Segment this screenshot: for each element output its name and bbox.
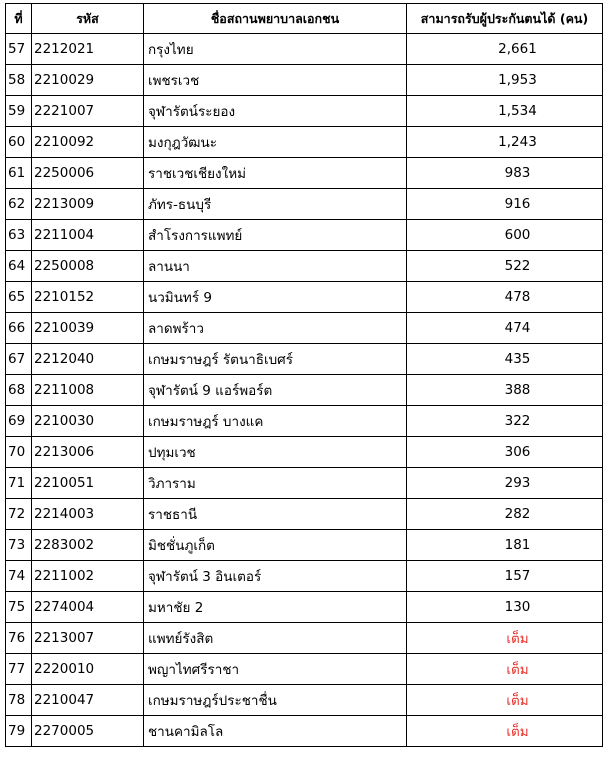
table-row <box>6 716 603 747</box>
row-hospital-name: จุฬารัตน์ 3 อินเตอร์ <box>144 561 407 592</box>
table-row <box>6 158 603 189</box>
row-capacity: เต็ม <box>407 654 603 685</box>
row-capacity: 293 <box>407 468 603 499</box>
row-hospital-name: ราชเวชเชียงใหม่ <box>144 158 407 189</box>
row-code: 2211002 <box>32 561 144 592</box>
table-row <box>6 251 603 282</box>
row-hospital-name: เกษมราษฎร์ประชาชื่น <box>144 685 407 716</box>
row-number: 79 <box>6 716 32 747</box>
row-hospital-name: นวมินทร์ 9 <box>144 282 407 313</box>
row-number: 77 <box>6 654 32 685</box>
row-number: 57 <box>6 34 32 65</box>
table-row <box>6 499 603 530</box>
row-capacity: 1,534 <box>407 96 603 127</box>
row-code: 2213009 <box>32 189 144 220</box>
table-row <box>6 437 603 468</box>
row-code: 2283002 <box>32 530 144 561</box>
row-number: 63 <box>6 220 32 251</box>
row-number: 65 <box>6 282 32 313</box>
row-code: 2214003 <box>32 499 144 530</box>
row-hospital-name: ชานคามิลโล <box>144 716 407 747</box>
row-number: 74 <box>6 561 32 592</box>
row-number: 70 <box>6 437 32 468</box>
row-code: 2210051 <box>32 468 144 499</box>
table-row <box>6 65 603 96</box>
row-code: 2270005 <box>32 716 144 747</box>
row-capacity: เต็ม <box>407 623 603 654</box>
row-capacity: 130 <box>407 592 603 623</box>
row-capacity: 181 <box>407 530 603 561</box>
table-row <box>6 468 603 499</box>
row-hospital-name: พญาไทศรีราชา <box>144 654 407 685</box>
row-number: 64 <box>6 251 32 282</box>
row-number: 66 <box>6 313 32 344</box>
row-number: 62 <box>6 189 32 220</box>
row-code: 2210092 <box>32 127 144 158</box>
row-hospital-name: จุฬารัตน์ 9 แอร์พอร์ต <box>144 375 407 406</box>
row-hospital-name: มงกุฎวัฒนะ <box>144 127 407 158</box>
table-row <box>6 375 603 406</box>
table-row <box>6 654 603 685</box>
row-hospital-name: มหาชัย 2 <box>144 592 407 623</box>
hospital-capacity-table <box>5 3 603 747</box>
table-body <box>6 34 603 747</box>
row-number: 71 <box>6 468 32 499</box>
row-code: 2221007 <box>32 96 144 127</box>
table-row <box>6 127 603 158</box>
table-row <box>6 623 603 654</box>
row-capacity: 916 <box>407 189 603 220</box>
row-number: 75 <box>6 592 32 623</box>
row-number: 73 <box>6 530 32 561</box>
row-capacity: เต็ม <box>407 685 603 716</box>
row-capacity: 1,243 <box>407 127 603 158</box>
row-code: 2210039 <box>32 313 144 344</box>
row-capacity: 306 <box>407 437 603 468</box>
row-hospital-name: เพชรเวช <box>144 65 407 96</box>
row-capacity: 522 <box>407 251 603 282</box>
row-capacity: 322 <box>407 406 603 437</box>
table-row <box>6 406 603 437</box>
row-hospital-name: ลาดพร้าว <box>144 313 407 344</box>
row-capacity: 1,953 <box>407 65 603 96</box>
row-code: 2210152 <box>32 282 144 313</box>
row-number: 78 <box>6 685 32 716</box>
table-row <box>6 530 603 561</box>
row-capacity: 282 <box>407 499 603 530</box>
header-name: ชื่อสถานพยาบาลเอกชน <box>144 4 407 34</box>
table-row <box>6 220 603 251</box>
table-row <box>6 344 603 375</box>
row-hospital-name: ลานนา <box>144 251 407 282</box>
row-code: 2250008 <box>32 251 144 282</box>
row-hospital-name: จุฬารัตน์ระยอง <box>144 96 407 127</box>
row-hospital-name: แพทย์รังสิต <box>144 623 407 654</box>
row-code: 2211008 <box>32 375 144 406</box>
row-hospital-name: ปทุมเวช <box>144 437 407 468</box>
row-number: 58 <box>6 65 32 96</box>
row-number: 69 <box>6 406 32 437</box>
row-hospital-name: มิชชั่นภูเก็ต <box>144 530 407 561</box>
row-capacity: 157 <box>407 561 603 592</box>
row-number: 72 <box>6 499 32 530</box>
row-number: 61 <box>6 158 32 189</box>
row-capacity: 474 <box>407 313 603 344</box>
row-code: 2213006 <box>32 437 144 468</box>
row-code: 2220010 <box>32 654 144 685</box>
row-code: 2210047 <box>32 685 144 716</box>
row-code: 2212040 <box>32 344 144 375</box>
table-header-row <box>6 4 603 34</box>
row-hospital-name: สำโรงการแพทย์ <box>144 220 407 251</box>
row-code: 2213007 <box>32 623 144 654</box>
row-capacity: 478 <box>407 282 603 313</box>
header-code: รหัส <box>32 4 144 34</box>
row-capacity: 388 <box>407 375 603 406</box>
row-number: 60 <box>6 127 32 158</box>
row-code: 2211004 <box>32 220 144 251</box>
header-no: ที่ <box>6 4 32 34</box>
row-code: 2250006 <box>32 158 144 189</box>
row-number: 76 <box>6 623 32 654</box>
row-capacity: 435 <box>407 344 603 375</box>
table-row <box>6 685 603 716</box>
row-number: 67 <box>6 344 32 375</box>
row-number: 68 <box>6 375 32 406</box>
row-number: 59 <box>6 96 32 127</box>
row-hospital-name: ภัทร-ธนบุรี <box>144 189 407 220</box>
row-hospital-name: วิภาราม <box>144 468 407 499</box>
table-row <box>6 282 603 313</box>
table-row <box>6 34 603 65</box>
table-row <box>6 313 603 344</box>
row-code: 2274004 <box>32 592 144 623</box>
row-hospital-name: ราชธานี <box>144 499 407 530</box>
table-row <box>6 189 603 220</box>
row-hospital-name: เกษมราษฎร์ บางแค <box>144 406 407 437</box>
row-code: 2210030 <box>32 406 144 437</box>
row-code: 2212021 <box>32 34 144 65</box>
row-capacity: 2,661 <box>407 34 603 65</box>
row-hospital-name: กรุงไทย <box>144 34 407 65</box>
header-capacity: สามารถรับผู้ประกันตนได้ (คน) <box>407 4 603 34</box>
row-capacity: 983 <box>407 158 603 189</box>
row-code: 2210029 <box>32 65 144 96</box>
table-row <box>6 592 603 623</box>
row-capacity: เต็ม <box>407 716 603 747</box>
row-hospital-name: เกษมราษฎร์ รัตนาธิเบศร์ <box>144 344 407 375</box>
table-row <box>6 96 603 127</box>
table-row <box>6 561 603 592</box>
row-capacity: 600 <box>407 220 603 251</box>
